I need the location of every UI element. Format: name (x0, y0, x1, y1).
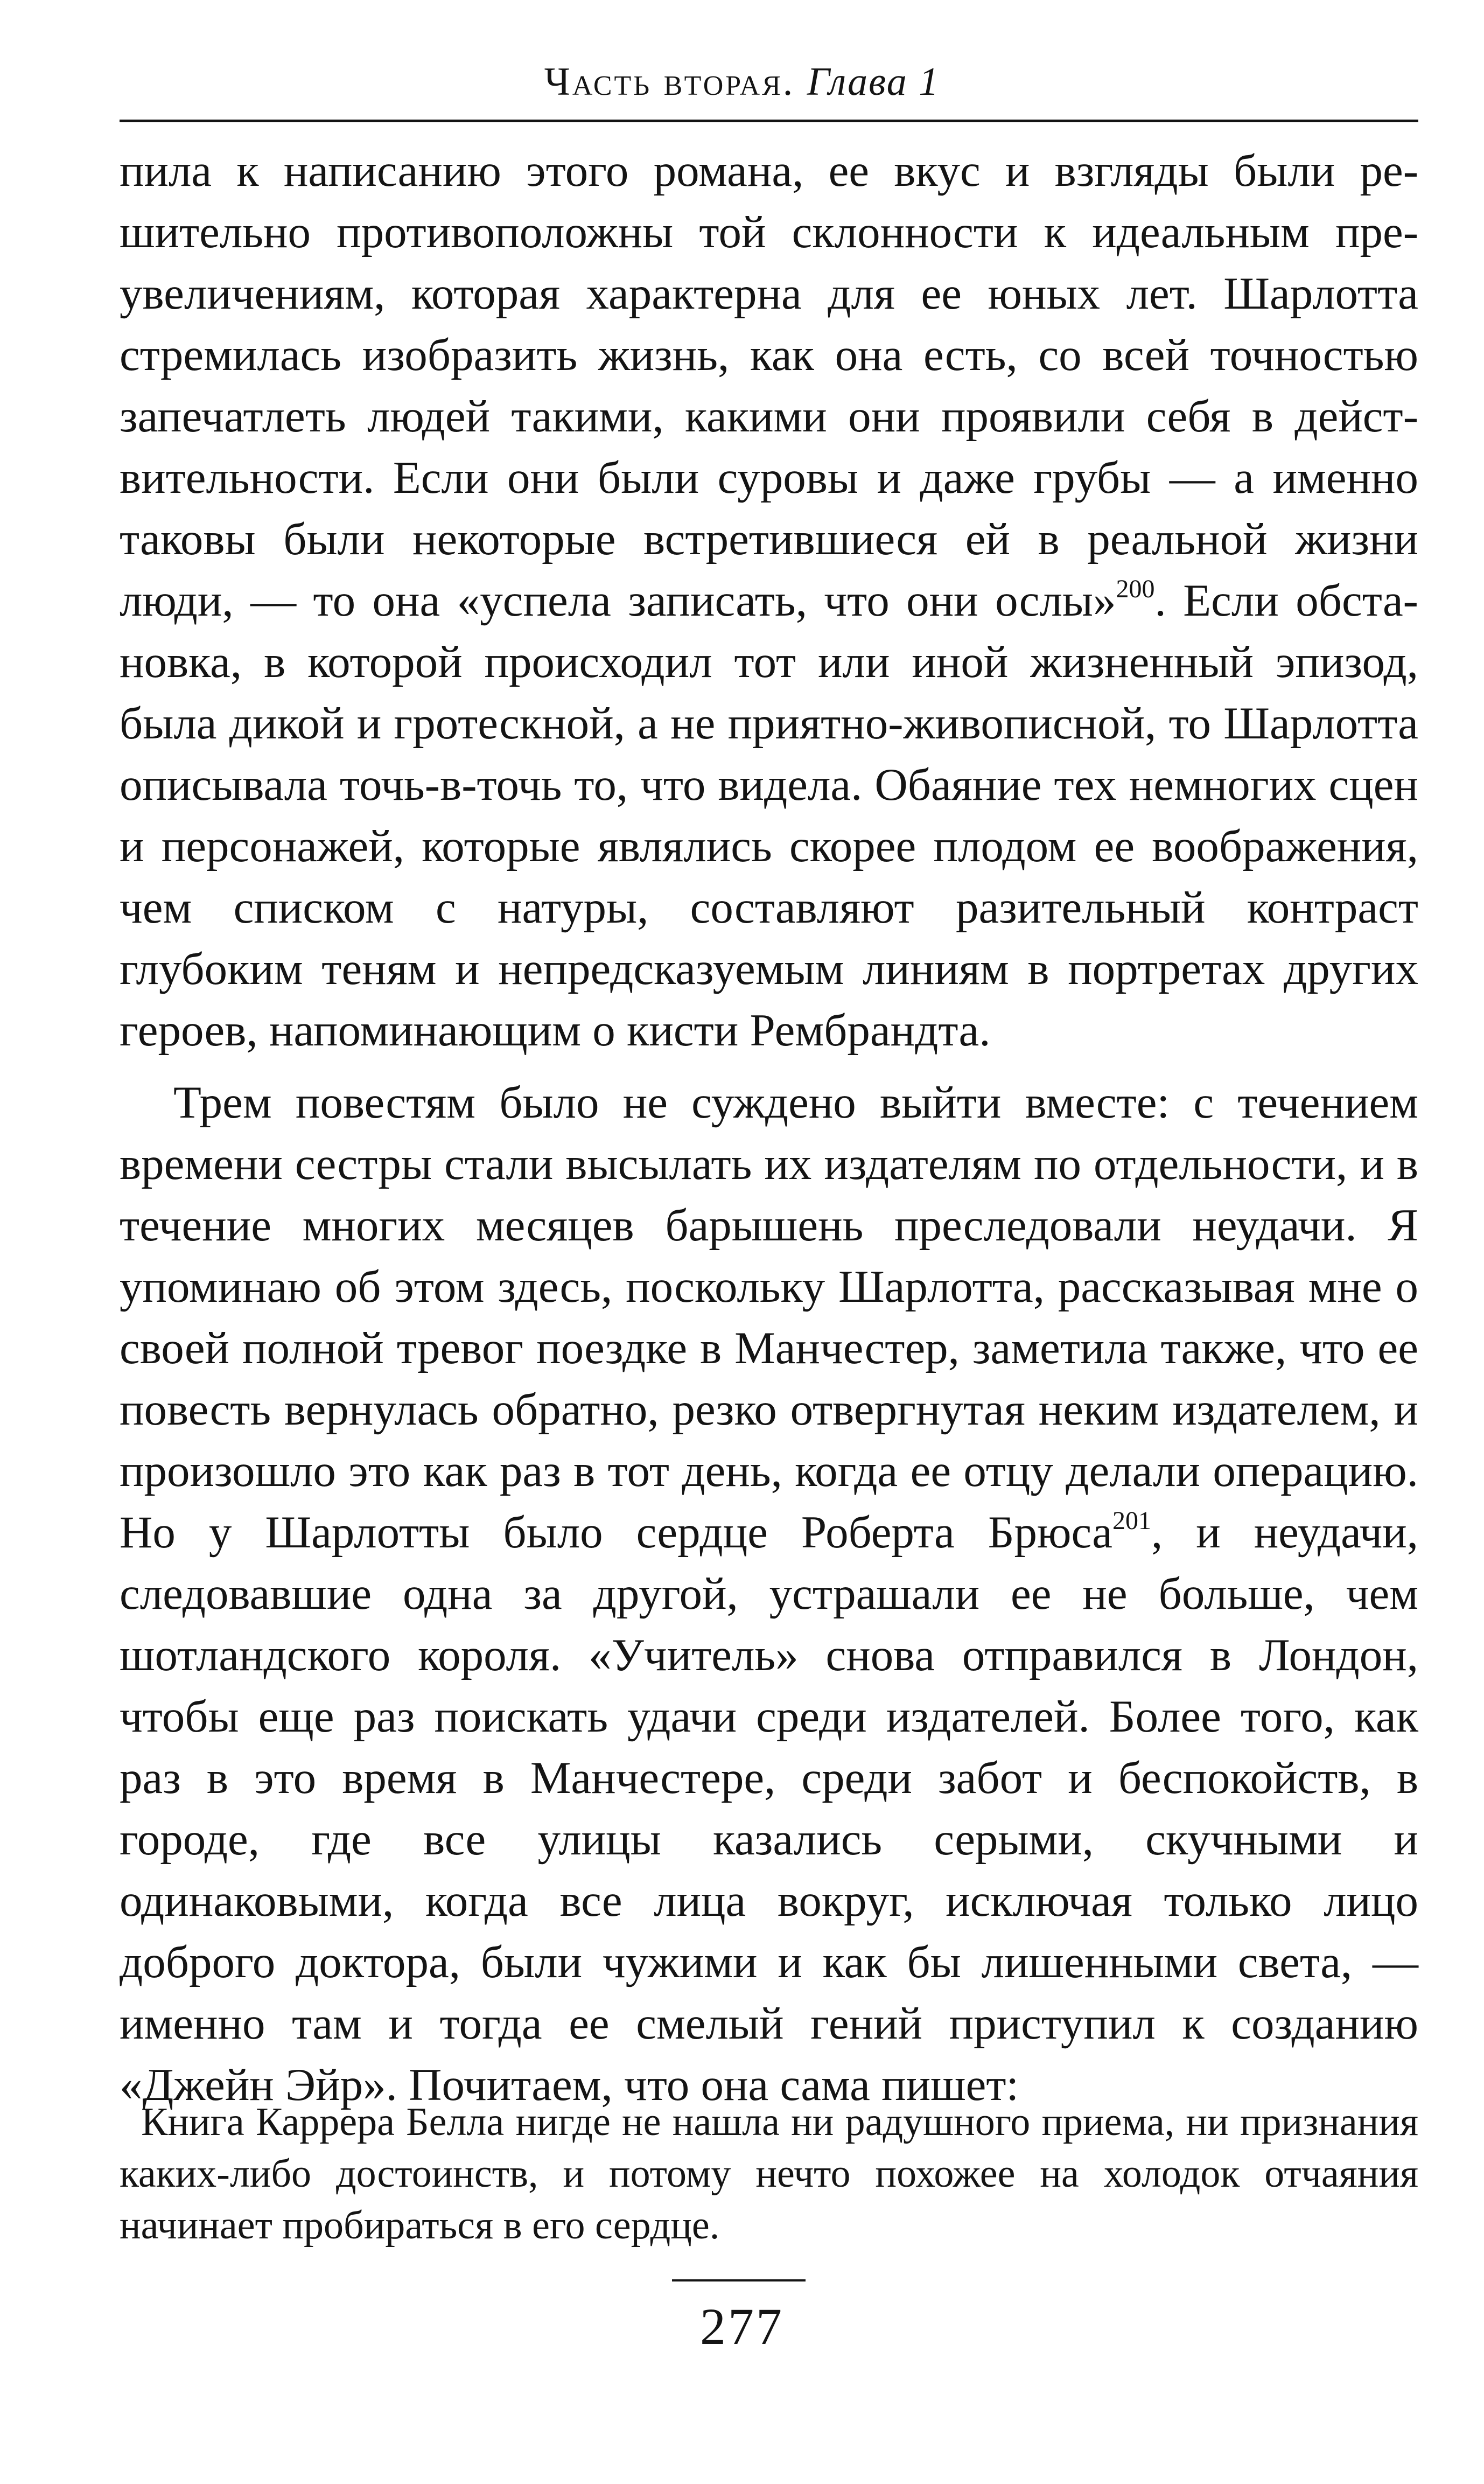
running-head-chapter: Глава 1 (807, 60, 940, 104)
block-quote: Книга Каррера Белла нигде не нашла ни радушного приема, ни признания каких-либо достоинств, и потому нечто похожее на холодок отчаяния начинает пробираться в его сердце. (120, 2100, 1418, 2248)
body-text (120, 140, 1418, 2116)
header-rule (120, 120, 1418, 122)
paragraph-1 (120, 140, 1418, 1061)
footnote-ref-200[interactable]: 200 (1116, 575, 1155, 603)
folio-rule (672, 2279, 806, 2281)
paragraph-2 (120, 1072, 1418, 2116)
running-head (0, 55, 1484, 109)
paragraph-2-text-end: , и неудачи, следовавшие одна за другой, устрашали ее не больше, чем шотландского короля. «Учитель» снова отправился в Лондон, чтобы еще раз поискать удачи среди издателей. Более того, как раз в это время в Манчестере, среди забот и беспокойств, в городе, где все улицы казались серыми, скучными и одинаковыми, когда все лица вокруг, исключая только лицо доброго доктора, были чужими и как бы лишенными света, — именно там и тогда ее смелый гений приступил к созданию «Джейн Эйр». Почитаем, что она сама пишет: (120, 1507, 1418, 2110)
page-number: 277 (700, 2298, 784, 2355)
paragraph-1-text-start: пила к написанию этого романа, ее вкус и взгляды были решительно противоположны той склонности к идеальным преувеличениям, которая характерна для ее юных лет. Шарлотта стремилась изобразить жизнь, как она есть, со всей точностью запечатлеть людей такими, какими они проявили себя в действительности. Если они были суровы и даже грубы — а именно таковы были некоторые встретившиеся ей в реальной жизни люди, — то она «успела записать, что они ослы» (120, 145, 1418, 626)
footnote-ref-201[interactable]: 201 (1112, 1506, 1151, 1535)
running-head-part: Часть вторая. (544, 60, 795, 104)
paragraph-1-text-end: . Если обстановка, в которой происходил тот или иной жизненный эпизод, была дикой и гротескной, а не приятно-живописной, то Шарлотта описывала точь-в-точь то, что видела. Обаяние тех немногих сцен и персонажей, которые являлись скорее плодом ее воображения, чем списком с натуры, составляют разительный контраст глубоким теням и непредсказуемым линиям в портретах других героев, напоминающим о кисти Рембрандта. (120, 575, 1418, 1056)
paragraph-2-text-start: Трем повестям было не суждено выйти вместе: с течением времени сестры стали высылать их издателям по отдельности, и в течение многих месяцев барышень преследовали неудачи. Я упоминаю об этом здесь, поскольку Шарлотта, рассказывая мне о своей полной тревог поездке в Манчестер, заметила также, что ее повесть вернулась обратно, резко отвергнутая неким издателем, и произошло это как раз в тот день, когда ее отцу делали операцию. Но у Шарлотты было сердце Роберта Брюса (120, 1077, 1418, 1558)
